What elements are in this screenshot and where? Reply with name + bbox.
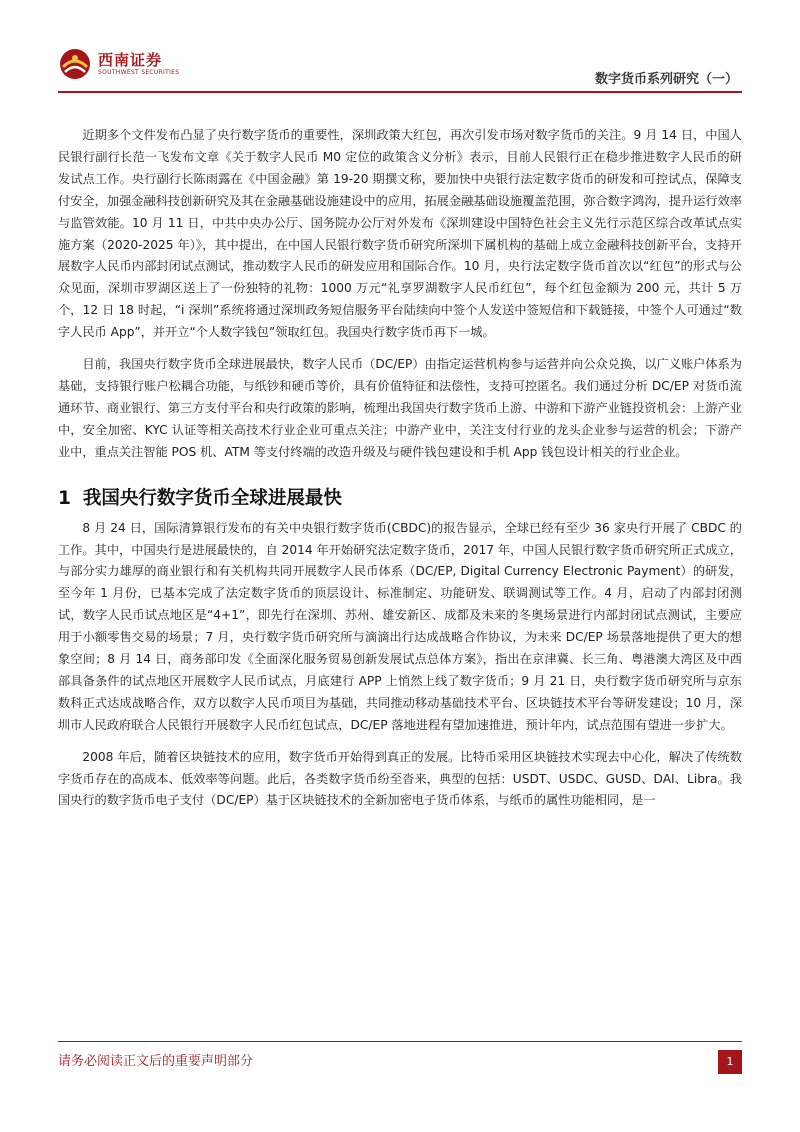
section-paragraph-1: 8 月 24 日，国际清算银行发布的有关中央银行数字货币(CBDC)的报告显示，全球已经有至少 36 家央行开展了 CBDC 的工作。其中，中国央行是进展最快的，自 2014 年开始研究法定数字货币，2017 年，中国人民银行数字货币研究所正式成立，与部分实力雄厚的商业银行和有关机构共同开展数字人民币体系（DC/EP, Digital Currency Electronic Payment）的研发，至今年 1 月份，已基本完成了法定数字货币的顶层设计、标准制定、功能研发、联调测试等工作。4 月，启动了内部封闭测试，数字人民币试点地区是“4+1”，即先行在深圳、苏州、雄安新区、成都及未来的冬奥场景进行内部封闭试点测试，主要应用于小额零售交易的场景；7 月，央行数字货币研究所与滴滴出行达成战略合作协议，为未来 DC/EP 场景落地提供了更大的想象空间；8 月 14 日，商务部印发《全面深化服务贸易创新发展试点总体方案》，指出在京津冀、长三角、粤港澳大湾区及中西部具备条件的试点地区开展数字人民币试点，月底建行 APP 上悄然上线了数字货币；9 月 21 日，央行数字货币研究所与京东数科正式达成战略合作，双方以数字人民币项目为基础，共同推动移动基础技术平台、区块链技术平台等研发建设；10 月，深圳市人民政府联合人民银行开展数字人民币红包试点，DC/EP 落地进程有望加速推进，预计年内，试点范围有望进一步扩大。 <box>58 520 742 732</box>
logo-emblem-icon <box>58 47 92 81</box>
page-header <box>0 0 800 100</box>
company-logo <box>58 47 208 83</box>
page-number: 1 <box>718 1050 742 1074</box>
footer-divider <box>58 1041 742 1042</box>
header-divider <box>58 91 742 93</box>
section-title: 我国央行数字货币全球进展最快 <box>82 487 342 509</box>
intro-paragraph-2: 目前，我国央行数字货币全球进展最快，数字人民币（DC/EP）由指定运营机构参与运营并向公众兑换，以广义账户体系为基础，支持银行账户松耦合功能，与纸钞和硬币等价，具有价值特征和法偿性，支持可控匿名。我们通过分析 DC/EP 对货币流通环节、商业银行、第三方支付平台和央行政策的影响，梳理出我国央行数字货币上游、中游和下游产业链投资机会：上游产业中，安全加密、KYC 认证等相关高技术行业企业可重点关注；中游产业中，关注支付行业的龙头企业参与运营的机会；下游产业中，重点关注智能 POS 机、ATM 等支付终端的改造升级及与硬件钱包建设和手机 App 钱包设计相关的行业企业。 <box>58 357 742 459</box>
section-number: 1 <box>58 487 71 509</box>
section-paragraph-2: 2008 年后，随着区块链技术的应用，数字货币开始得到真正的发展。比特币采用区块链技术实现去中心化，解决了传统数字货币存在的高成本、低效率等问题。此后，各类数字货币纷至沓来，典型的包括：USDT、USDC、GUSD、DAI、Libra。我国央行的数字货币电子支付（DC/EP）基于区块链技术的全新加密电子货币体系，与纸币的属性功能相同，是一 <box>58 749 742 808</box>
document-body <box>58 125 742 812</box>
series-title: 数字货币系列研究（一） <box>594 72 738 87</box>
section-heading <box>58 486 742 512</box>
disclaimer-note: 请务必阅读正文后的重要声明部分 <box>58 1054 254 1069</box>
logo-text-en: SOUTHWEST SECURITIES <box>98 69 180 76</box>
intro-paragraph-1: 近期多个文件发布凸显了央行数字货币的重要性，深圳政策大红包，再次引发市场对数字货币的关注。9 月 14 日，中国人民银行副行长范一飞发布文章《关于数字人民币 M0 定位的政策含义分析》表示，目前人民银行正在稳步推进数字人民币的研发试点工作。央行副行长陈雨露在《中国金融》第 19-20 期撰文称，要加快中央银行法定数字货币的研发和可控试点，保障支付安全，加强金融科技创新研究及其在金融基础设施建设中的应用，拓展金融基础设施覆盖范围，弥合数字鸿沟，提升运行效率与监管效能。10 月 11 日，中共中央办公厅、国务院办公厅对外发布《深圳建设中国特色社会主义先行示范区综合改革试点实施方案（2020-2025 年）》，其中提出，在中国人民银行数字货币研究所深圳下属机构的基础上成立金融科技创新平台，支持开展数字人民币内部封闭试点测试，推动数字人民币的研发应用和国际合作。10 月，央行法定数字货币首次以“红包”的形式与公众见面，深圳市罗湖区送上了一份独特的礼物：1000 万元“礼享罗湖数字人民币红包”，每个红包金额为 200 元，共计 5 万个，12 日 18 时起，“i 深圳”系统将通过深圳政务短信服务平台陆续向中签个人发送中签短信和下载链接，中签个人可通过“数字人民币 App”，并开立“个人数字钱包”领取红包。我国央行数字货币再下一城。 <box>58 128 742 340</box>
logo-text-cn: 西南证券 <box>98 51 163 69</box>
